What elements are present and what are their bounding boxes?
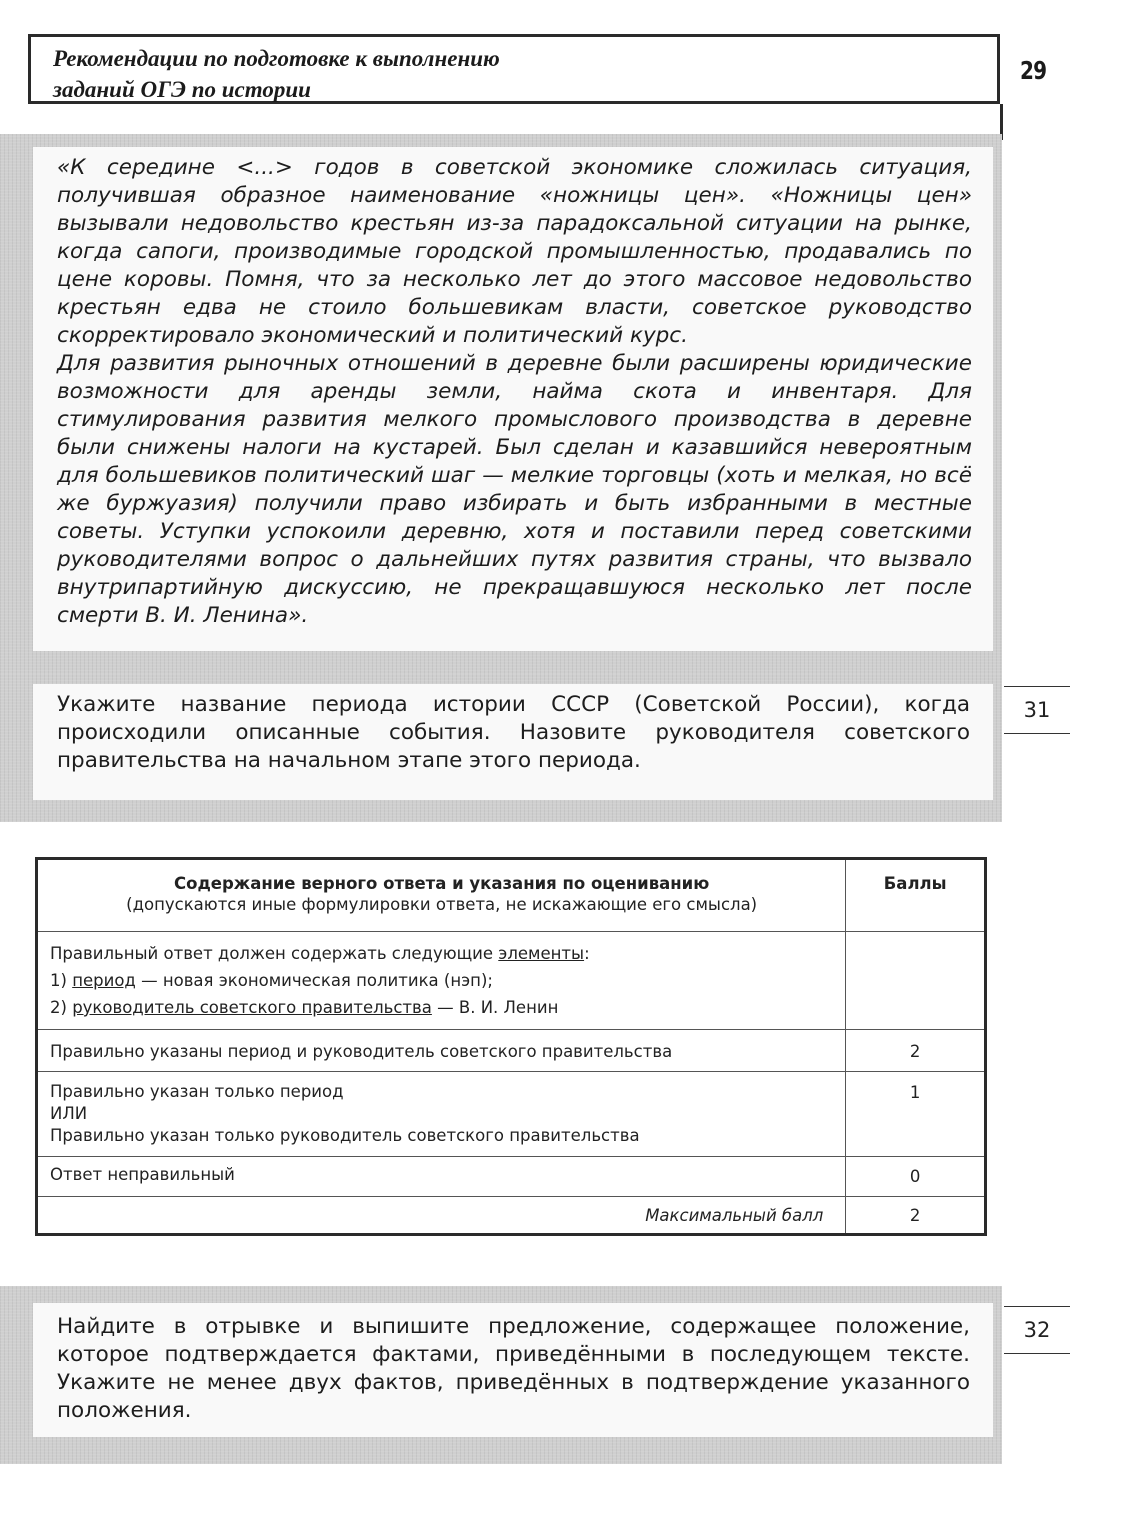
- leader-term: руководитель советского правительства: [72, 998, 432, 1017]
- criteria-table: [35, 857, 987, 1236]
- task-31-number: 31: [1004, 686, 1070, 734]
- table-row: [37, 932, 986, 1030]
- task-32-number: 32: [1004, 1306, 1070, 1354]
- table-row: [37, 1197, 986, 1235]
- source-paragraph: «К середине <...> годов в советской экономике сложилась ситуация, получившая образное наименование «ножницы цен». «Ножницы цен» вызывали недовольство крестьян из-за парадоксальной ситуации на рынке, когда сапоги, производимые городской промышленностью, продавались по цене коровы. Помня, что за несколько лет до этого массовое недовольство крестьян едва не стоило большевикам власти, советское руководство скорректировало экономический и политический курс.: [57, 155, 972, 348]
- score-header: Баллы: [883, 874, 947, 893]
- max-score-cell: 2: [846, 1197, 986, 1235]
- criterion-cell: Правильно указан только период ИЛИ Правильно указан только руководитель советского правительства: [37, 1072, 846, 1157]
- source-paragraph: Для развития рыночных отношений в деревне были расширены юридические возможности для аренды земли, найма скота и инвентаря. Для стимулирования развития мелкого промыслового производства в деревне были снижены налоги на кустарей. Был сделан и казавшийся невероятным для большевиков политический шаг — мелкие торговцы (хоть и мелкая, но всё же буржуазия) получили право избирать и быть избранными в местные советы. Уступки успокоили деревню, хотя и поставили перед советскими руководителями вопрос о дальнейших путях развития страны, что вызвало внутрипартийную дискуссию, не прекращавшуюся несколько лет после смерти В. И. Ленина».: [57, 351, 972, 628]
- section-header: [28, 34, 1000, 104]
- score-cell: 2: [846, 1030, 986, 1072]
- criterion-cell: Правильно указаны период и руководитель советского правительства: [37, 1030, 846, 1072]
- table-row: [37, 1157, 986, 1197]
- max-score-label-cell: Максимальный балл: [37, 1197, 846, 1235]
- answer-element-1: 1) период — новая экономическая политика (нэп);: [50, 971, 493, 990]
- section-title: Рекомендации по подготовке к выполнению заданий ОГЭ по истории: [53, 46, 500, 102]
- score-header-cell: [846, 859, 986, 932]
- score-cell: 0: [846, 1157, 986, 1197]
- criteria-header-title: Содержание верного ответа и указания по оцениванию: [174, 874, 710, 893]
- criterion-cell: Ответ неправильный: [37, 1157, 846, 1197]
- criteria-header-subtitle: (допускаются иные формулировки ответа, не искажающие его смысла): [126, 895, 758, 914]
- criteria-header-cell: [37, 859, 846, 932]
- answer-element-2: 2) руководитель советского правительства — В. И. Ленин: [50, 998, 559, 1017]
- score-cell: 1: [846, 1072, 986, 1157]
- table-row: [37, 1072, 986, 1157]
- period-term: период: [72, 971, 136, 990]
- task-32-text: Найдите в отрывке и выпишите предложение, содержащее положение, которое подтверждается фактами, приведёнными в последующем тексте. Укажите не менее двух фактов, приведённых в подтверждение указанного положения.: [57, 1314, 970, 1423]
- elements-term: элементы: [498, 944, 585, 963]
- answer-elements-cell: [37, 932, 846, 1030]
- answer-intro: Правильный ответ должен содержать следующие элементы:: [50, 944, 590, 963]
- page-number: 29: [1020, 56, 1047, 85]
- source-text: [57, 154, 972, 630]
- table-header-row: [37, 859, 986, 932]
- table-row: [37, 1030, 986, 1072]
- task-31-text: Укажите название периода истории СССР (Советской России), когда происходили описанные события. Назовите руководителя советского правительства на начальном этапе этого периода.: [57, 692, 970, 773]
- score-cell-empty: [846, 932, 986, 1030]
